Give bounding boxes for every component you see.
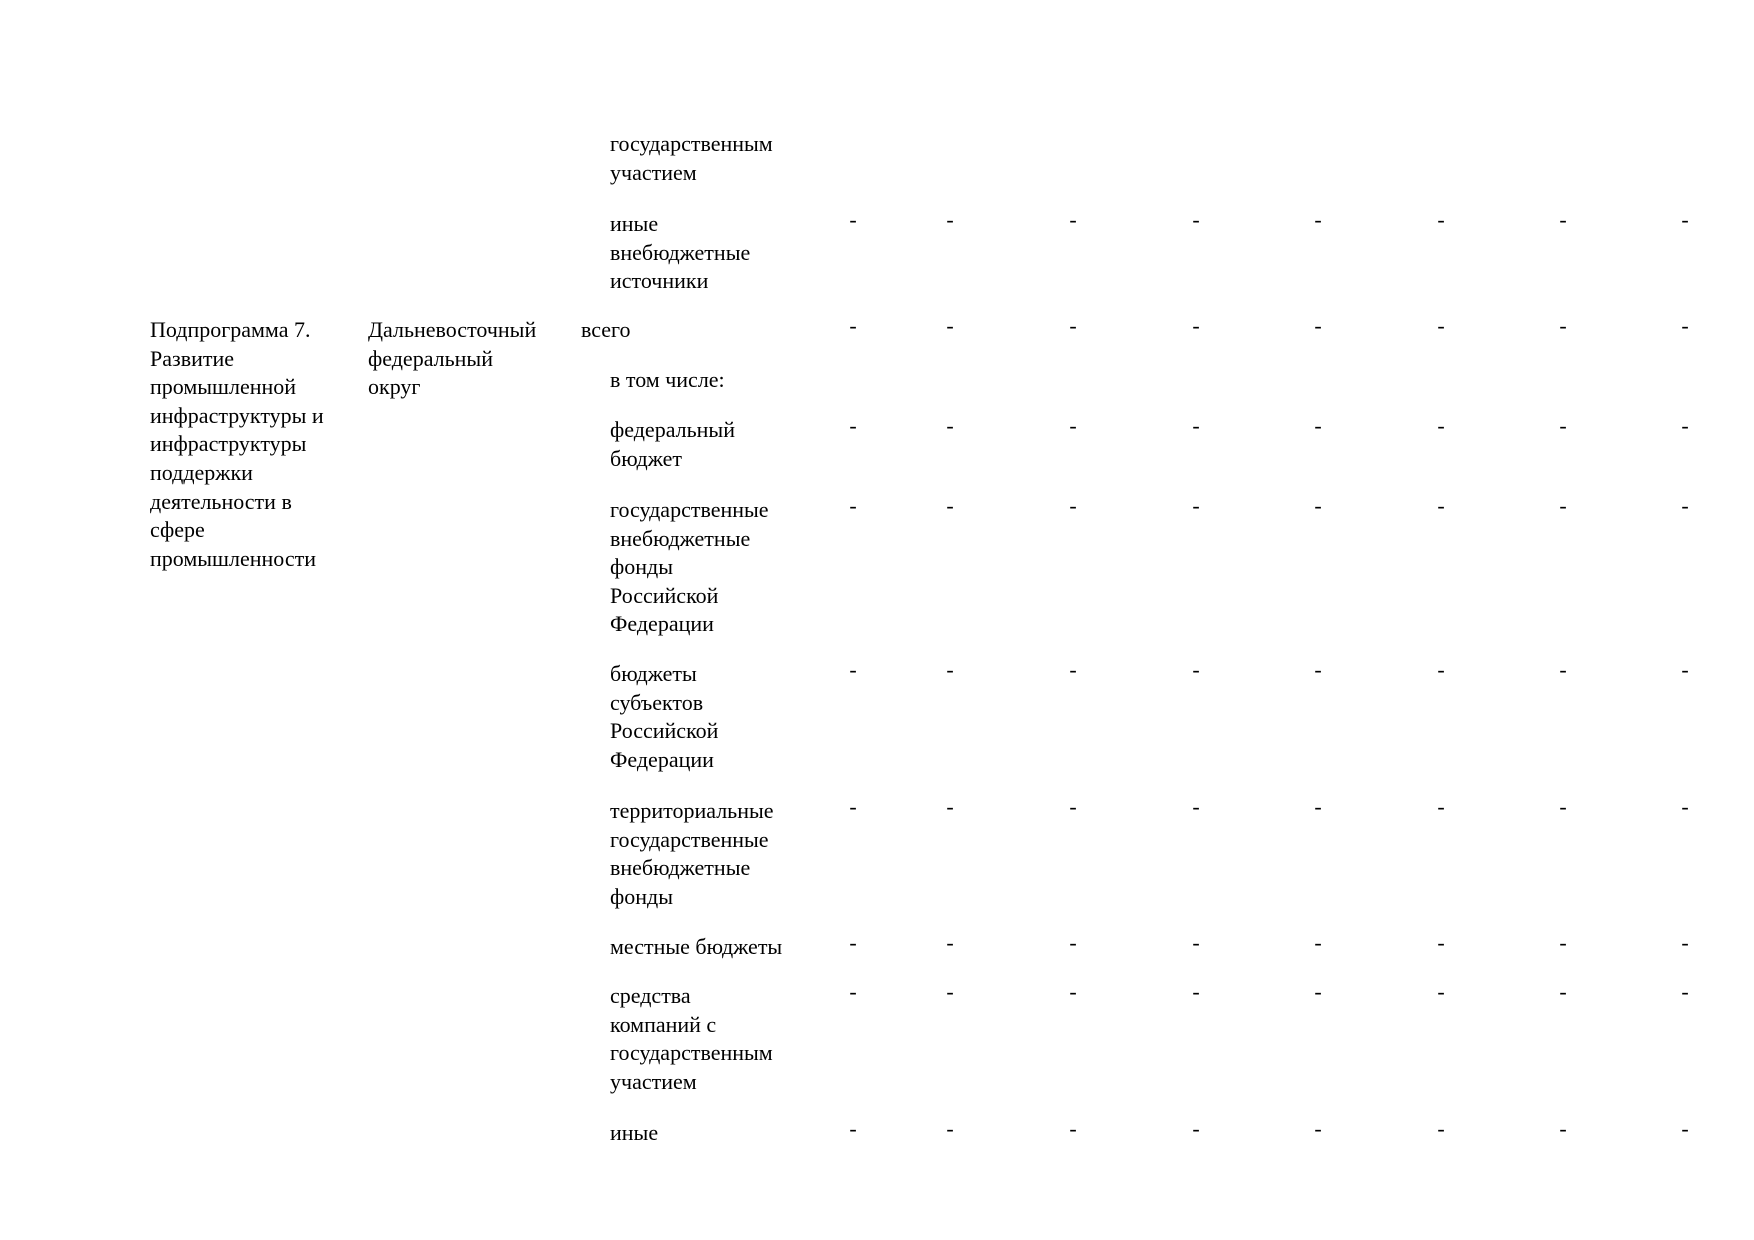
subprogram-name: Развитие [150,345,235,371]
value-cell: - [849,930,857,955]
source-label: в том числе: [610,367,725,392]
subprogram-name: поддержки [150,460,253,485]
source-label: внебюджетные [610,239,751,265]
source-label: территориальные [610,798,774,823]
value-cell: - [1192,313,1200,338]
subprogram-name: промышленности [150,545,316,571]
subprogram-name: промышленной [150,374,297,400]
value-cell: - [849,794,857,819]
value-cell: - [1314,1116,1322,1141]
source-label: Российской [610,582,719,608]
value-cell: - [1192,657,1200,682]
value-cell: - [1069,979,1077,1004]
value-cell: - [1314,493,1322,518]
value-cell: - [1314,207,1322,232]
value-cell: - [1192,207,1200,232]
source-label: Российской [610,718,719,744]
source-label: Федерации [610,611,714,637]
value-cell: - [946,657,954,682]
source-label: местные бюджеты [610,934,783,959]
source-label: фонды [610,883,674,909]
source-label: государственные [610,826,769,852]
value-cell: - [1559,930,1567,955]
value-cell: - [946,207,954,232]
source-label: Федерации [610,746,714,772]
subprogram-name: деятельности в [150,488,292,514]
value-cell: - [946,413,954,438]
value-cell: - [1437,1116,1445,1141]
value-cell: - [1437,413,1445,438]
value-cell: - [1681,979,1689,1004]
value-cell: - [1681,207,1689,232]
value-cell: - [1069,657,1077,682]
value-cell: - [1069,1116,1077,1141]
value-cell: - [849,207,857,232]
value-cell: - [849,979,857,1004]
value-cell: - [1192,413,1200,438]
source-label: средства [610,983,691,1008]
value-cell: - [1681,794,1689,819]
value-cell: - [1437,493,1445,518]
value-cell: - [946,979,954,1004]
value-cell: - [1192,930,1200,955]
source-label: всего [581,317,631,342]
source-label: иные [610,1120,659,1145]
source-label: фонды [610,554,674,580]
value-cell: - [1069,493,1077,518]
source-label: бюджеты [610,661,697,686]
value-cell: - [1681,930,1689,955]
district-name: федеральный [368,345,493,371]
source-label: бюджет [610,445,682,471]
source-label: компаний с [610,1011,717,1037]
district-name: округ [368,374,421,400]
value-cell: - [1314,413,1322,438]
subprogram-name: сфере [150,517,205,543]
value-cell: - [946,794,954,819]
source-label: федеральный [610,417,735,442]
value-cell: - [1681,657,1689,682]
value-cell: - [1437,979,1445,1004]
value-cell: - [1559,313,1567,338]
value-cell: - [1314,979,1322,1004]
value-cell: - [1069,930,1077,955]
value-cell: - [1437,794,1445,819]
source-label: иные [610,211,659,236]
value-cell: - [1314,930,1322,955]
source-label: внебюджетные [610,855,751,881]
value-cell: - [849,657,857,682]
value-cell: - [946,1116,954,1141]
value-cell: - [1192,979,1200,1004]
value-cell: - [849,493,857,518]
value-cell: - [1437,930,1445,955]
source-label: субъектов [610,689,704,715]
source-label: государственным [610,131,773,156]
value-cell: - [946,493,954,518]
value-cell: - [1559,1116,1567,1141]
value-cell: - [946,313,954,338]
subprogram-name: инфраструктуры [150,431,307,457]
value-cell: - [1437,207,1445,232]
value-cell: - [1314,657,1322,682]
source-label: государственным [610,1040,773,1066]
value-cell: - [1314,313,1322,338]
subprogram-name: Подпрограмма 7. [150,317,311,342]
value-cell: - [1681,413,1689,438]
value-cell: - [1559,979,1567,1004]
value-cell: - [1192,794,1200,819]
value-cell: - [849,313,857,338]
source-label: участием [610,1068,697,1094]
value-cell: - [1437,313,1445,338]
value-cell: - [946,930,954,955]
value-cell: - [1192,1116,1200,1141]
source-label: участием [610,159,697,185]
value-cell: - [849,1116,857,1141]
value-cell: - [1069,207,1077,232]
value-cell: - [1681,1116,1689,1141]
value-cell: - [1069,413,1077,438]
source-label: внебюджетные [610,525,751,551]
source-label: государственные [610,497,769,522]
subprogram-name: инфраструктуры и [150,402,324,428]
value-cell: - [1314,794,1322,819]
value-cell: - [1681,493,1689,518]
value-cell: - [1559,794,1567,819]
value-cell: - [1069,313,1077,338]
district-name: Дальневосточный [368,317,537,342]
value-cell: - [1559,413,1567,438]
value-cell: - [1559,493,1567,518]
value-cell: - [1437,657,1445,682]
value-cell: - [1069,794,1077,819]
value-cell: - [1559,657,1567,682]
source-label: источники [610,268,709,294]
value-cell: - [1681,313,1689,338]
value-cell: - [1559,207,1567,232]
value-cell: - [849,413,857,438]
value-cell: - [1192,493,1200,518]
